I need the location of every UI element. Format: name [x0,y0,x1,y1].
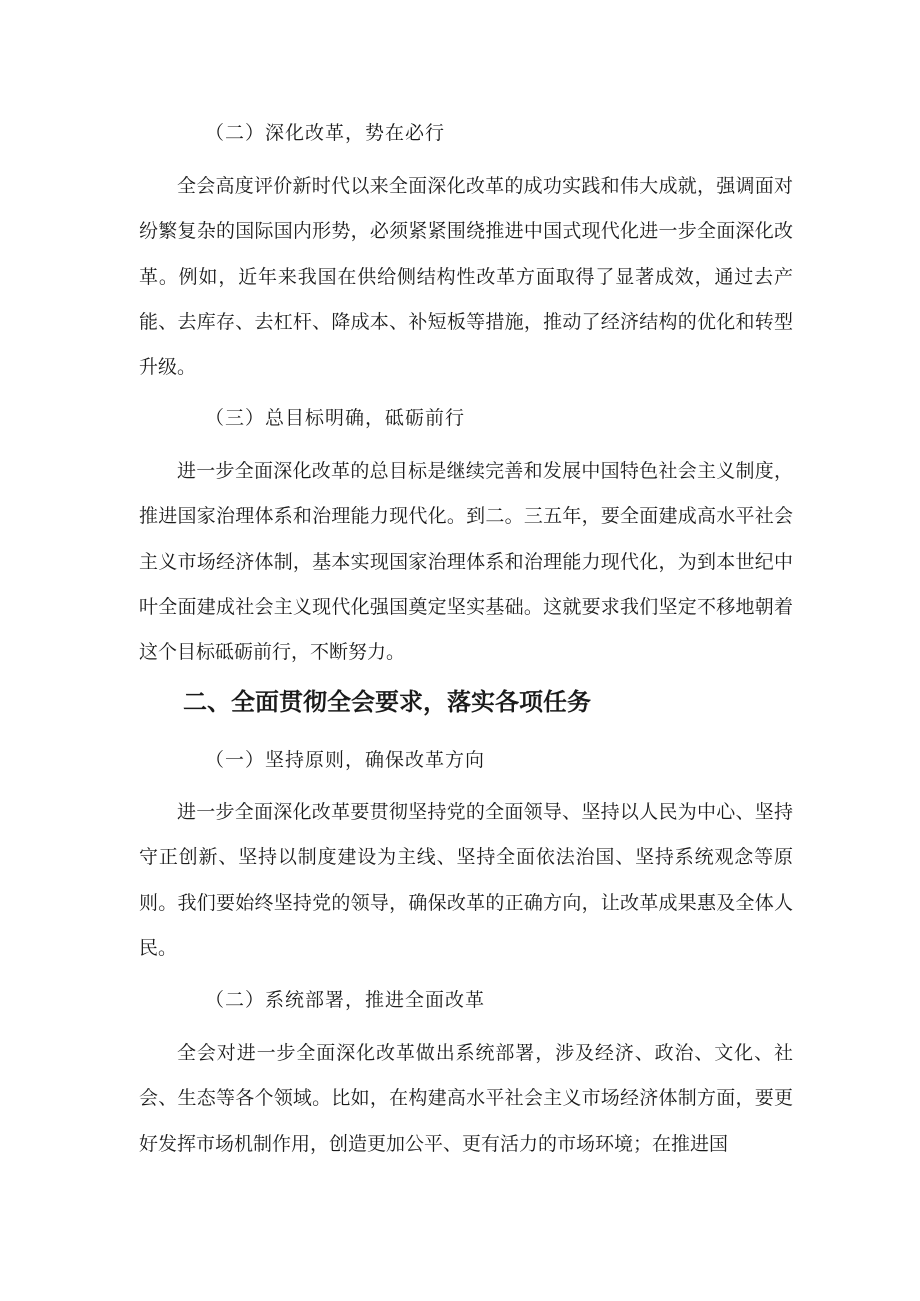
main-section-heading: 二、全面贯彻全会要求，落实各项任务 [183,688,591,716]
paragraph-systematic-deployment: 全会对进一步全面深化改革做出系统部署，涉及经济、政治、文化、社会、生态等各个领域。比如，在构建高水平社会主义市场经济体制方面，要更好发挥市场机制作用，创造更加公平、更有活力的市场环境；在推进国 [139,1042,793,1155]
subheading-adhere-principles: （一）坚持原则，确保改革方向 [205,749,486,771]
paragraph-overall-goal: 进一步全面深化改革的总目标是继续完善和发展中国特色社会主义制度，推进国家治理体系和治理能力现代化。到二。三五年，要全面建成高水平社会主义市场经济体制，基本实现国家治理体系和治理能力现代化，为到本世纪中叶全面建成社会主义现代化强国奠定坚实基础。这就要求我们坚定不移地朝着这个目标砥砺前行，不断努力。 [139,460,793,664]
paragraph-adhere-principles: 进一步全面深化改革要贯彻坚持党的全面领导、坚持以人民为中心、坚持守正创新、坚持以制度建设为主线、坚持全面依法治国、坚持系统观念等原则。我们要始终坚持党的领导，确保改革的正确方向，让改革成果惠及全体人民。 [139,801,793,959]
subheading-systematic-deployment: （二）系统部署，推进全面改革 [205,989,486,1011]
subheading-overall-goal: （三）总目标明确，砥砺前行 [205,407,466,429]
subheading-deepen-reform: （二）深化改革，势在必行 [205,122,446,144]
paragraph-deepen-reform: 全会高度评价新时代以来全面深化改革的成功实践和伟大成就，强调面对纷繁复杂的国际国内形势，必须紧紧围绕推进中国式现代化进一步全面深化改革。例如，近年来我国在供给侧结构性改革方面取得了显著成效，通过去产能、去库存、去杠杆、降成本、补短板等措施，推动了经济结构的优化和转型升级。 [139,175,793,379]
